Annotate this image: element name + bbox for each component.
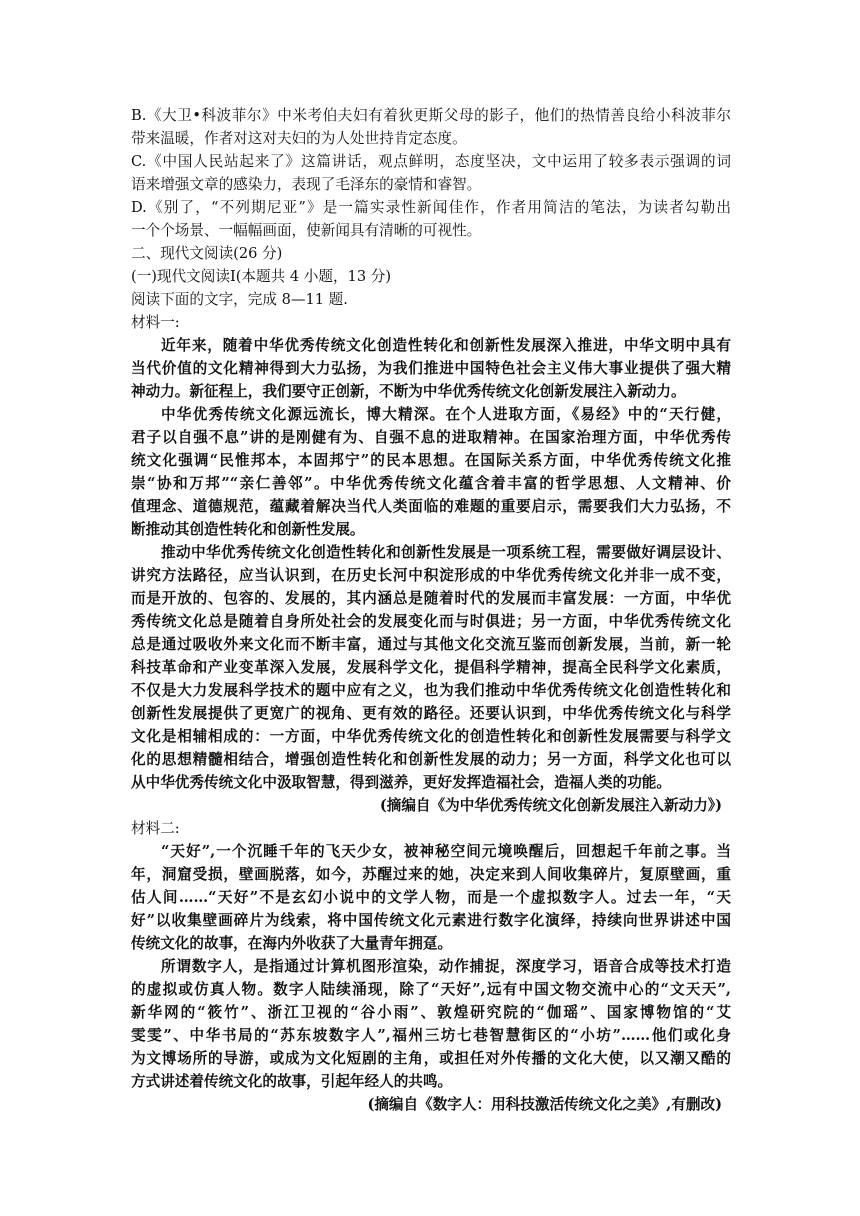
option-c-line-1: C.《中国人民站起来了》这篇讲话，观点鲜明，态度坚决，文中运用了较多表示强调的词 (131, 153, 731, 170)
material-1-line: 总是通过吸收外来文化而不断丰富，通过与其他文化交流互鉴而创新发展，当前，新一轮 (131, 636, 731, 653)
material-1-line: 中华优秀传统文化源远流长，博大精深。在个人进取方面，《易经》中的“天行健， (161, 406, 731, 423)
material-2-line: 年，洞窟受损，壁画脱落，如今，苏醒过来的她，决定来到人间收集碎片，复原壁画，重 (131, 866, 731, 883)
material-1-line: 科技革命和产业变革深入发展，发展科学文化，提倡科学精神，提高全民科学文化素质， (131, 659, 731, 676)
material-2-line: 传统文化的故事，在海内外收获了大量青年拥趸。 (131, 935, 453, 952)
material-1-line: 创新性发展提供了更宽广的视角、更有效的路径。还要认识到，中华优秀传统文化与科学 (131, 705, 731, 722)
material-1-line: 文化是相辅相成的：一方面，中华优秀传统文化的创造性转化和创新性发展需要与科学文 (131, 728, 731, 745)
material-1-line: 近年来，随着中华优秀传统文化创造性转化和创新性发展深入推进，中华文明中具有 (161, 337, 731, 354)
material-1-line: 从中华优秀传统文化中汲取智慧，得到滋养，更好发挥造福社会，造福人类的功能。 (131, 774, 671, 791)
material-1-line: 崇“协和万邦”“亲仁善邻”。中华优秀传统文化蕴含着丰富的哲学思想、人文精神、价 (131, 475, 731, 492)
material-1-line: 推动中华优秀传统文化创造性转化和创新性发展是一项系统工程，需要做好调层设计、 (161, 544, 731, 561)
material-2-line: 雯雯”、中华书局的“苏东坡数字人”,福州三坊七巷智慧街区的“小坊”……他们或化身 (131, 1027, 731, 1044)
material-1-line: 神动力。新征程上，我们要守正创新，不断为中华优秀传统文化创新发展注入新动力。 (131, 383, 686, 400)
section-subtitle: (一)现代文阅读Ⅰ(本题共 4 小题，13 分) (131, 268, 392, 285)
material-1-line: 君子以自强不息”讲的是刚健有为、自强不息的进取精神。在国家治理方面，中华优秀传 (131, 429, 731, 446)
material-2-line: “天好”,一个沉睡千年的飞天少女，被神秘空间元境唤醒后，回想起千年前之事。当 (161, 843, 731, 860)
material-1-line: 统文化强调“民惟邦本，本固邦宁”的民本思想。在国际关系方面，中华优秀传统文化推 (131, 452, 731, 469)
material-1-source: (摘编自《为中华优秀传统文化创新发展注入新动力》) (379, 797, 722, 814)
material-2-label: 材料二: (131, 820, 180, 837)
material-1-line: 秀传统文化总是随着自身所处社会的发展变化而与时俱进；另一方面，中华优秀传统文化 (131, 613, 731, 630)
option-c-line-2: 语来增强文章的感染力，表现了毛泽东的豪情和睿智。 (131, 176, 482, 193)
material-2-line: 的虚拟或仿真人物。数字人陆续涌现，除了“天好”,远有中国文物交流中心的“文天天”, (131, 981, 731, 998)
material-1-label: 材料一: (131, 314, 180, 331)
section-title: 二、现代文阅读(26 分) (131, 245, 283, 262)
material-1-line: 不仅是大力发展科学技术的题中应有之义，也为我们推动中华优秀传统文化创造性转化和 (131, 682, 731, 699)
material-1-line: 当代价值的文化精神得到大力弘扬，为我们推进中国特色社会主义伟大事业提供了强大精 (131, 360, 731, 377)
option-b-line-2: 带来温暖，作者对这对夫妇的为人处世持肯定态度。 (131, 130, 467, 147)
option-d-line-2: 一个个场景、一幅幅画面，使新闻具有清晰的可视性。 (131, 222, 482, 239)
material-1-line: 化的思想精髓相结合，增强创造性转化和创新性发展的动力；另一方面，科学文化也可以 (131, 751, 731, 768)
option-d-line-1: D.《别了，“不列期尼亚”》是一篇实录性新闻佳作，作者用简洁的笔法，为读者勾勒出 (131, 199, 731, 216)
option-b-line-1: B.《大卫•科波菲尔》中米考伯夫妇有着狄更斯父母的影子，他们的热情善良给小科波菲尔 (131, 107, 731, 124)
material-2-line: 估人间……“天好”不是玄幻小说中的文学人物，而是一个虚拟数字人。过去一年，“天 (131, 889, 731, 906)
material-1-line: 断推动其创造性转化和创新性发展。 (131, 521, 365, 538)
material-2-line: 好”以收集壁画碎片为线索，将中国传统文化元素进行数字化演绎，持续向世界讲述中国 (131, 912, 731, 929)
material-2-line: 方式讲述着传统文化的故事，引起年经人的共鸣。 (131, 1073, 453, 1090)
material-2-line: 所谓数字人，是指通过计算机图形渲染，动作捕捉，深度学习，语音合成等技术打造 (161, 958, 731, 975)
material-2-line: 为文博场所的导游，或成为文化短剧的主角，或担任对外传播的文化大使，以又潮又酷的 (131, 1050, 731, 1067)
material-1-line: 而是开放的、包容的、发展的，其内涵总是随着时代的发展而丰富发展：一方面，中华优 (131, 590, 731, 607)
material-2-source: (摘编自《数字人：用科技激活传统文化之美》,有删改) (367, 1096, 722, 1113)
section-instruction: 阅读下面的文字，完成 8—11 题. (131, 291, 348, 308)
material-1-line: 值理念、道德规范，蕴藏着解决当代人类面临的难题的重要启示，需要我们大力弘扬，不 (131, 498, 731, 515)
material-2-line: 新华网的“筱竹”、浙江卫视的“谷小雨”、敦煌研究院的“伽瑶”、国家博物馆的“艾 (131, 1004, 731, 1021)
material-1-line: 讲究方法路径，应当认识到，在历史长河中积淀形成的中华优秀传统文化并非一成不变， (131, 567, 731, 584)
